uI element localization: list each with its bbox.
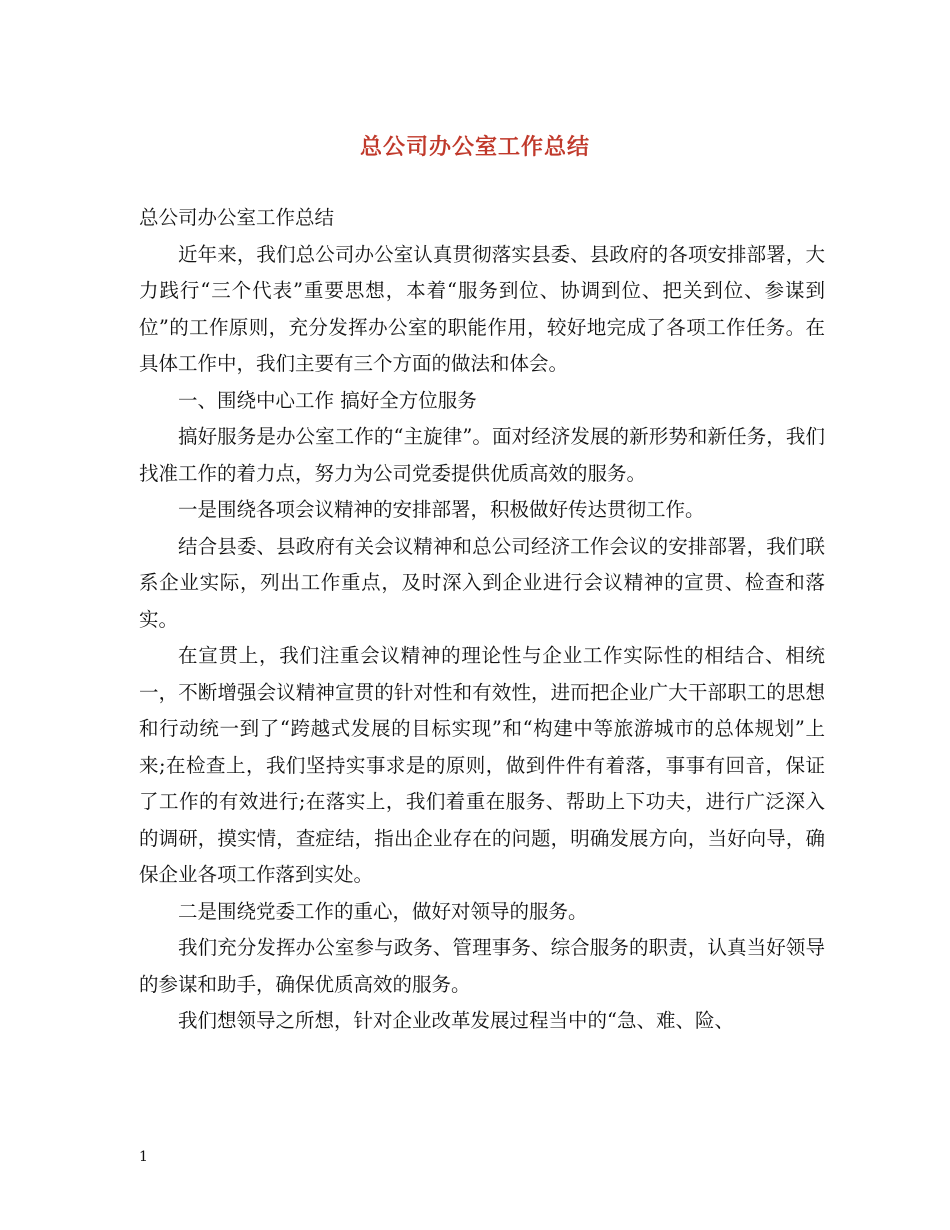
- paragraph-intro: 近年来，我们总公司办公室认真贯彻落实县委、县政府的各项安排部署，大力践行“三个代表”重要思想，本着“服务到位、协调到位、把关到位、参谋到位”的工作原则，充分发挥办公室的职能作用，较好地完成了各项工作任务。在具体工作中，我们主要有三个方面的做法和体会。: [139, 242, 825, 375]
- paragraph-meetings: 结合县委、县政府有关会议精神和总公司经济工作会议的安排部署，我们联系企业实际，列出工作重点，及时深入到企业进行会议精神的宣贯、检查和落实。: [139, 534, 825, 631]
- paragraph-point-1: 一是围绕各项会议精神的安排部署，积极做好传达贯彻工作。: [178, 498, 705, 521]
- page-number: 1: [139, 1149, 148, 1165]
- paragraph-leadership-needs: 我们想领导之所想，针对企业改革发展过程当中的“急、难、险、: [178, 1009, 734, 1032]
- paragraph-service: 搞好服务是办公室工作的“主旋律”。面对经济发展的新形势和新任务，我们找准工作的着力点，努力为公司党委提供优质高效的服务。: [139, 425, 825, 485]
- document-body: [139, 200, 825, 1040]
- paragraph-heading-repeat: 总公司办公室工作总结: [139, 206, 335, 229]
- paragraph-leadership-service: 我们充分发挥办公室参与政务、管理事务、综合服务的职责，认真当好领导的参谋和助手，确保优质高效的服务。: [139, 936, 825, 996]
- paragraph-point-2: 二是围绕党委工作的重心，做好对领导的服务。: [178, 899, 588, 923]
- section-heading-1: 一、围绕中心工作 搞好全方位服务: [178, 388, 477, 412]
- document-title: 总公司办公室工作总结: [359, 134, 590, 160]
- paragraph-implementation: 在宣贯上，我们注重会议精神的理论性与企业工作实际性的相结合、相统一，不断增强会议精神宣贯的针对性和有效性，进而把企业广大干部职工的思想和行动统一到了“跨越式发展的目标实现”和“构建中等旅游城市的总体规划”上来;在检查上，我们坚持实事求是的原则，做到件件有着落，事事有回音，保证了工作的有效进行;在落实上，我们着重在服务、帮助上下功夫，进行广泛深入的调研，摸实情，查症结，指出企业存在的问题，明确发展方向，当好向导，确保企业各项工作落到实处。: [139, 644, 825, 886]
